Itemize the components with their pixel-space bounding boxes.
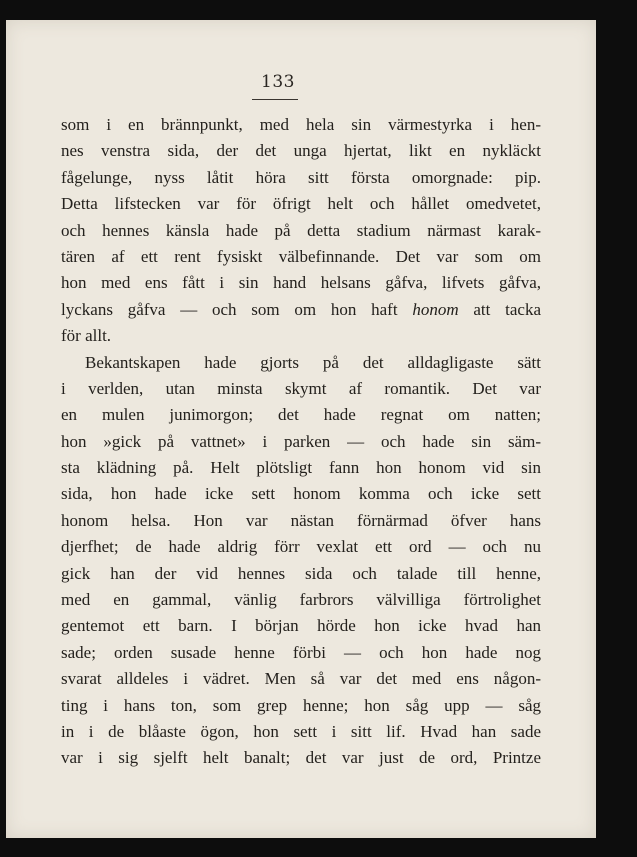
page-number: 133 (261, 72, 295, 92)
text-line: svarat alldeles i vädret. Men så var det med ens någon- (61, 669, 541, 689)
body-text (61, 112, 541, 772)
text-line: och hennes känsla hade på detta stadium närmast karak- (61, 220, 541, 240)
text-line: en mulen junimorgon; det hade regnat om natten; (61, 405, 541, 425)
text-line: honom helsa. Hon var nästan förnärmad öfver hans (61, 510, 541, 530)
text-line: sta klädning på. Helt plötsligt fann hon honom vid sin (61, 458, 541, 478)
emphasized-word: honom (412, 299, 459, 319)
text-line: in i de blåaste ögon, hon sett i sitt lif. Hvad han sade (61, 721, 541, 741)
text-line: med en gammal, vänlig farbrors välvilliga förtrolighet (61, 590, 541, 610)
text-line: sade; orden susade henne förbi — och hon hade nog (61, 642, 541, 662)
page-number-rule (252, 99, 298, 100)
text-line-end: att tacka (473, 299, 542, 319)
text-line: gentemot ett barn. I början hörde hon icke hvad han (61, 616, 541, 636)
text-line: sida, hon hade icke sett honom komma och icke sett (61, 484, 541, 504)
text-line: hon »gick på vattnet» i parken — och hade sin säm- (61, 431, 541, 451)
text-line: Detta lifstecken var för öfrigt helt och hållet omedvetet, (61, 194, 541, 214)
paragraph-first-line: Bekantskapen hade gjorts på det alldagligaste sätt (85, 352, 541, 372)
text-line-with-emphasis (61, 297, 541, 323)
text-line-start: lyckans gåfva — och som om hon haft (61, 299, 398, 319)
text-line: gick han der vid hennes sida och talade till henne, (61, 563, 541, 583)
book-page (6, 20, 596, 838)
text-line: ting i hans ton, som grep henne; hon såg upp — såg (61, 695, 541, 715)
text-line: för allt. (61, 326, 112, 346)
text-line: nes venstra sida, der det unga hjertat, likt en nykläckt (61, 141, 541, 161)
text-line: var i sig sjelft helt banalt; det var just de ord, Printze (61, 748, 541, 768)
text-line: djerfhet; de hade aldrig förr vexlat ett ord — och nu (61, 537, 541, 557)
text-line: som i en brännpunkt, med hela sin värmestyrka i hen- (61, 115, 541, 134)
text-line: hon med ens fått i sin hand helsans gåfva, lifvets gåfva, (61, 273, 541, 293)
text-line: fågelunge, nyss låtit höra sitt första omorgnade: pip. (61, 167, 541, 187)
text-line: i verlden, utan minsta skymt af romantik. Det var (61, 378, 541, 398)
text-line: tären af ett rent fysiskt välbefinnande. Det var som om (61, 246, 541, 266)
